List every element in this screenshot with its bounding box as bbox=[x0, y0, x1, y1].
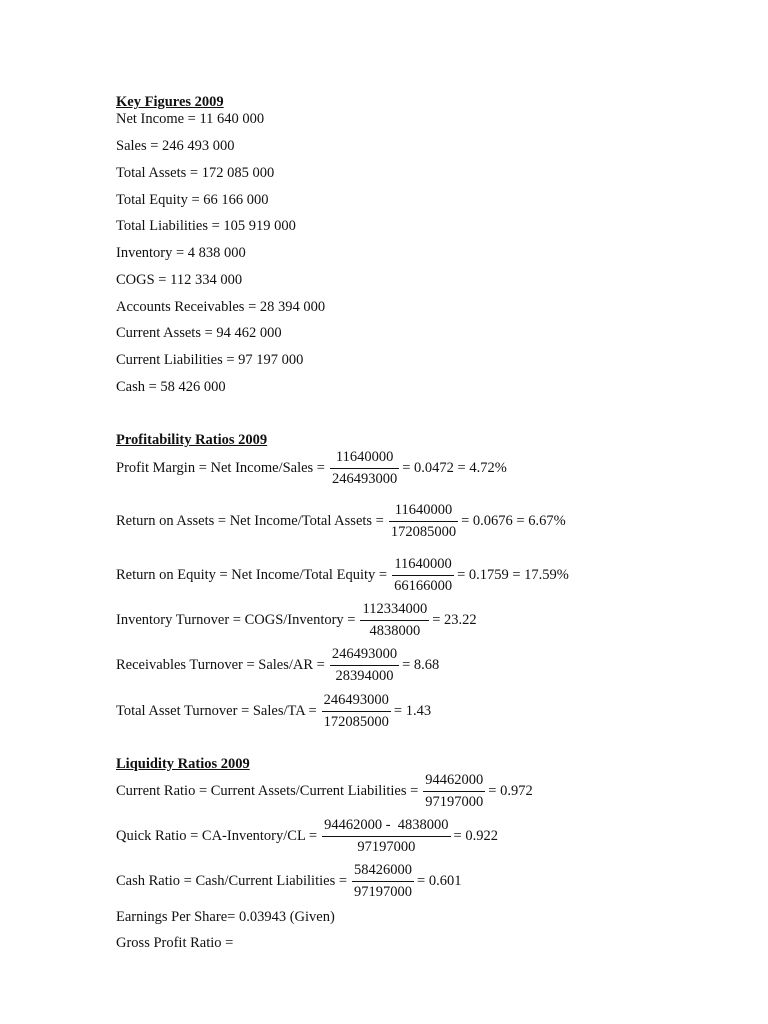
ratio-inventory-turnover bbox=[116, 601, 477, 640]
ratio-label: Return on Equity = Net Income/Total Equity = bbox=[116, 567, 388, 583]
fraction-denominator: 246493000 bbox=[331, 471, 398, 487]
earnings-per-share-note: Earnings Per Share= 0.03943 (Given) bbox=[116, 909, 335, 925]
fraction-denominator: 97197000 bbox=[357, 839, 416, 855]
ratio-result: = 1.43 bbox=[393, 703, 432, 719]
ratio-result: = 0.0472 = 4.72% bbox=[402, 460, 507, 476]
fraction bbox=[322, 817, 450, 856]
fraction-numerator: 94462000 - 4838000 bbox=[324, 817, 449, 833]
fraction bbox=[352, 862, 414, 901]
fraction-denominator: 97197000 bbox=[354, 884, 413, 900]
ratio-label: Cash Ratio = Cash/Current Liabilities = bbox=[116, 873, 348, 889]
ratio-result: = 0.972 bbox=[488, 783, 533, 799]
fraction bbox=[392, 556, 454, 595]
key-figure-total-liabilities: Total Liabilities = 105 919 000 bbox=[116, 218, 296, 234]
fraction-numerator: 11640000 bbox=[394, 502, 453, 518]
ratio-result: = 0.922 bbox=[453, 828, 498, 844]
fraction bbox=[322, 692, 391, 731]
key-figure-cash: Cash = 58 426 000 bbox=[116, 379, 226, 395]
ratio-cash-ratio bbox=[116, 862, 461, 901]
ratio-label: Return on Assets = Net Income/Total Assets = bbox=[116, 513, 384, 529]
ratio-label: Total Asset Turnover = Sales/TA = bbox=[116, 703, 317, 719]
fraction-numerator: 112334000 bbox=[362, 601, 428, 617]
fraction-numerator: 11640000 bbox=[335, 449, 394, 465]
key-figure-net-income: Net Income = 11 640 000 bbox=[116, 111, 265, 127]
ratio-result: = 0.601 bbox=[417, 873, 462, 889]
liquidity-heading: Liquidity Ratios 2009 bbox=[116, 756, 250, 772]
fraction bbox=[330, 449, 399, 488]
ratio-total-asset-turnover bbox=[116, 692, 431, 731]
key-figure-current-liabilities: Current Liabilities = 97 197 000 bbox=[116, 352, 304, 368]
fraction-numerator: 246493000 bbox=[323, 692, 389, 708]
ratio-current-ratio bbox=[116, 772, 533, 811]
key-figure-total-equity: Total Equity = 66 166 000 bbox=[116, 192, 269, 208]
key-figure-current-assets: Current Assets = 94 462 000 bbox=[116, 325, 282, 341]
profitability-heading: Profitability Ratios 2009 bbox=[116, 432, 268, 448]
fraction-numerator: 94462000 bbox=[425, 772, 484, 788]
ratio-label: Quick Ratio = CA-Inventory/CL = bbox=[116, 828, 318, 844]
ratio-result: = 8.68 bbox=[402, 657, 440, 673]
fraction bbox=[423, 772, 485, 811]
ratio-receivables-turnover bbox=[116, 646, 439, 685]
fraction-denominator: 172085000 bbox=[390, 524, 457, 540]
ratio-label: Current Ratio = Current Assets/Current Liabilities = bbox=[116, 783, 419, 799]
ratio-return-on-assets bbox=[116, 502, 566, 541]
ratio-profit-margin bbox=[116, 449, 507, 488]
document-page bbox=[116, 0, 736, 1024]
ratio-quick-ratio bbox=[116, 817, 498, 856]
key-figure-accounts-receivables: Accounts Receivables = 28 394 000 bbox=[116, 299, 326, 315]
key-figure-sales: Sales = 246 493 000 bbox=[116, 138, 235, 154]
gross-profit-ratio-note: Gross Profit Ratio = bbox=[116, 935, 234, 951]
key-figure-inventory: Inventory = 4 838 000 bbox=[116, 245, 246, 261]
fraction bbox=[360, 601, 429, 640]
fraction-numerator: 246493000 bbox=[331, 646, 398, 662]
ratio-label: Receivables Turnover = Sales/AR = bbox=[116, 657, 325, 673]
fraction bbox=[389, 502, 458, 541]
ratio-result: = 23.22 bbox=[432, 612, 477, 628]
ratio-result: = 0.0676 = 6.67% bbox=[461, 513, 566, 529]
fraction-numerator: 11640000 bbox=[394, 556, 452, 572]
ratio-label: Profit Margin = Net Income/Sales = bbox=[116, 460, 325, 476]
key-figure-total-assets: Total Assets = 172 085 000 bbox=[116, 165, 275, 181]
fraction bbox=[330, 646, 399, 685]
fraction-denominator: 172085000 bbox=[323, 714, 389, 730]
ratio-result: = 0.1759 = 17.59% bbox=[457, 567, 569, 583]
ratio-return-on-equity bbox=[116, 556, 569, 595]
fraction-denominator: 28394000 bbox=[335, 668, 394, 684]
key-figure-cogs: COGS = 112 334 000 bbox=[116, 272, 243, 288]
key-figures-heading: Key Figures 2009 bbox=[116, 94, 224, 110]
fraction-numerator: 58426000 bbox=[354, 862, 413, 878]
fraction-denominator: 4838000 bbox=[369, 623, 421, 639]
ratio-label: Inventory Turnover = COGS/Inventory = bbox=[116, 612, 356, 628]
fraction-denominator: 97197000 bbox=[425, 794, 484, 810]
fraction-denominator: 66166000 bbox=[394, 578, 453, 594]
